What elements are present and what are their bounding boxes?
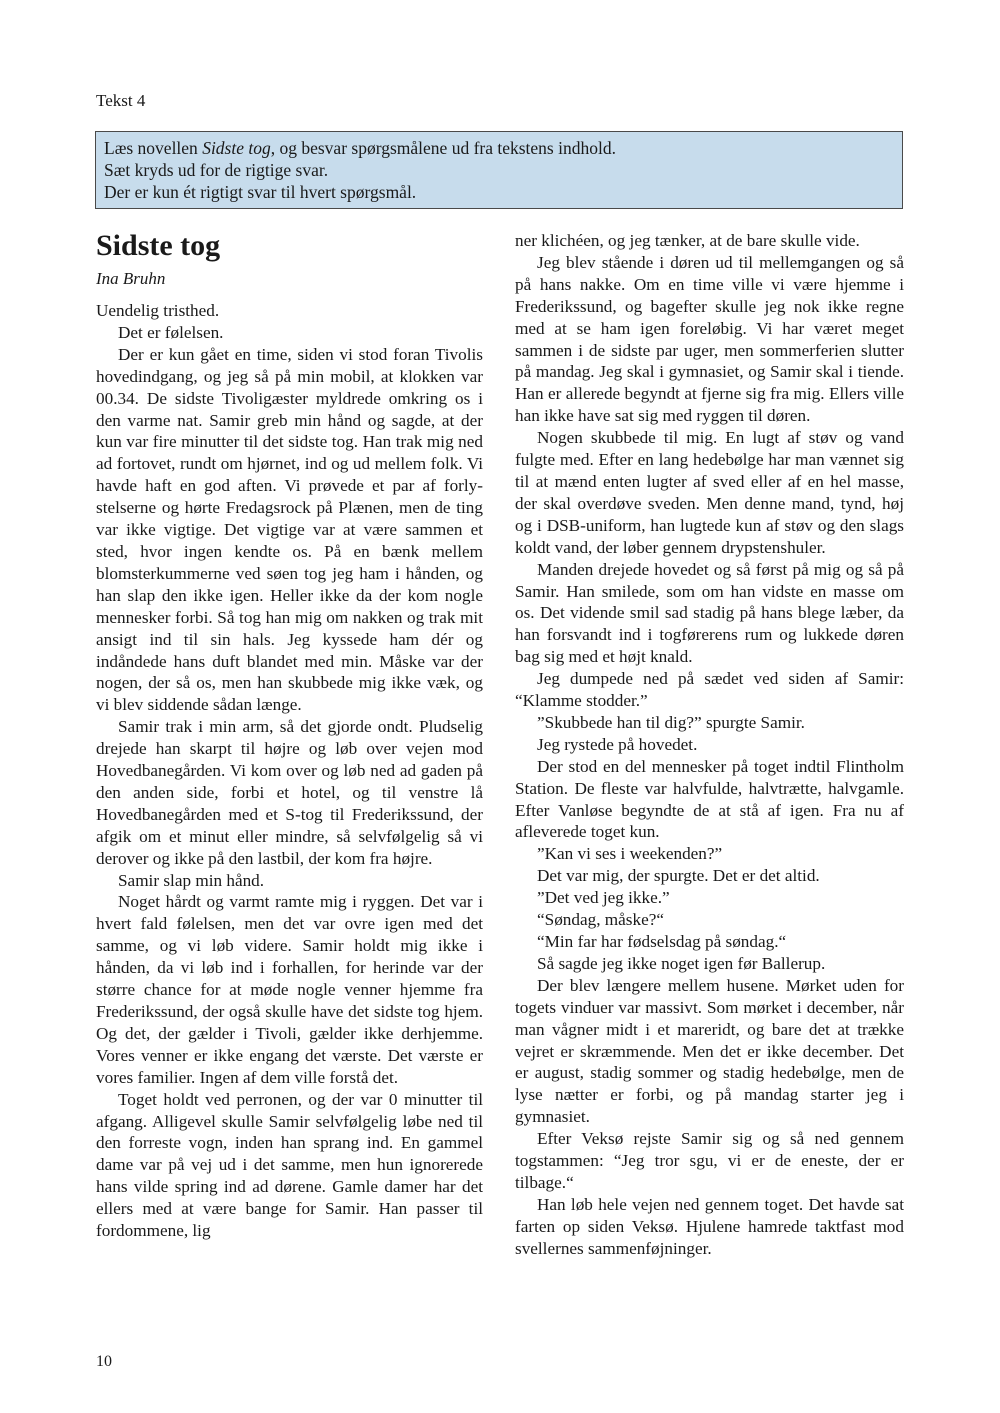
paragraph: ”Det ved jeg ikke.”: [537, 888, 670, 908]
instruction-line-2: Sæt kryds ud for de rigtige svar.: [104, 160, 329, 180]
story-left-column: [96, 228, 483, 1242]
paragraph: Noget hårdt og varmt ramte mig i ryggen. Det var i hvert fald følelsen, men det var ovre igen med det samme, og vi løb videre. Samir holdt mig ikke i hånden, da vi løb ind i forhallen, for herinde var der større chance for at møde nogle venner hjemme fra Frederikssund, der også skulle have det sidste tog hjem. Og det, der gælder i Tivoli, gælder ikke derhjemme. Vores venner er ikke engang det værste. Det værste er vores familier. Ingen af dem ville forstå det.: [96, 892, 483, 1087]
paragraph: ner klichéen, og jeg tænker, at de bare skulle vide.: [515, 231, 860, 250]
paragraph: Der er kun gået en time, siden vi stod foran Tivolis hovedindgang, og jeg så på min mobil, at klokken var 00.34. De sidste Tivoligæster myldrede omkring os i den varme nat. Samir greb min hånd og sagde, at der kun var fire minutter til det sidste tog. Han trak mig ned ad fortovet, rundt om hjørnet, ind og ud mellem folk. Vi havde haft en god aften. Vi prøvede et par af forlystelserne og hørte Fredagsrock på Plænen, men de ting var ikke vigtige. Det vigtige var at være sammen et sted, hvor ingen kendte os. På en bænk mellem blomsterkummerne ved søen tog jeg ham i hånden, og han slap den ikke igen. Heller ikke da der kom nogle mennesker forbi. Så tog han mig om nakken og trak mit ansigt ind til sin hals. Jeg kyssede ham dér og indåndede hans duft blandet med min. Måske var der nogen, der så os, men han skubbede mig ikke væk, og vi blev siddende sådan længe.: [96, 344, 483, 715]
paragraph: Manden drejede hovedet og så først på mig og så på Samir. Han smilede, som om han vidste en masse om os. Det vidende smil sad stadig på hans blege læber, da han forsvandt ind i togførerens rum og lukkede døren bag sig med et højt knald.: [515, 559, 904, 667]
paragraph: “Søndag, måske?“: [537, 910, 664, 930]
story-title: Sidste tog: [96, 229, 221, 262]
page-number: 10: [96, 1353, 112, 1370]
paragraph: Toget holdt ved perronen, og der var 0 minutter til afgang. Alligevel skulle Samir selvfølgelig løbe ned til den forreste vogn, inden han sprang ind. En gammel dame var på vej ud i det samme, men hun ignorerede hans vilde spring ind ad dørene. Gamle damer har det ellers med at være bange for Samir. Han passer til fordommene, lig: [96, 1089, 483, 1241]
paragraph: Så sagde jeg ikke noget igen før Ballerup.: [537, 953, 826, 973]
paragraph: Uendelig tristhed.: [96, 301, 220, 320]
paragraph: ”Kan vi ses i weekenden?”: [537, 844, 723, 864]
paragraph: Jeg blev stående i døren ud til mellemgangen og så på hans nakke. Om en time ville vi være hjemme i Frederikssund, og bagefter skulle jeg nok ikke regne med at se ham igen foreløbig. Vi har været meget sammen i de sidste par uger, men sommerferien slutter på mandag. Jeg skal i gymnasiet, og Samir skal i tiende. Han er allerede begyndt at fjerne sig fra mig. Ellers ville han ikke have sat sig med ryggen til døren.: [515, 252, 904, 426]
story-right-column: [515, 230, 904, 1260]
paragraph: Der blev længere mellem husene. Mørket uden for togets vinduer var massivt. Som mørket i december, når man vågner midt i et mareridt, og bare det at trække vejret er skræmmende. Men det er ikke december. Det er august, stadig sommer og stadig hedebølge, men de lyse nætter er forbi, og på mandag starter jeg i gymnasiet.: [515, 975, 904, 1127]
paragraph: Der stod en del mennesker på toget indtil Flintholm Station. De fleste var halvfulde, halvtrætte, halvgamle. Efter Vanløse begyndte de at stå af igen. Fra nu af afleverede toget kun.: [515, 756, 904, 842]
paragraph: Samir slap min hånd.: [118, 870, 265, 890]
paragraph: Jeg rystede på hovedet.: [537, 734, 698, 754]
paragraph: Det var mig, der spurgte. Det er det altid.: [537, 866, 820, 886]
paragraph: Det er følelsen.: [118, 322, 224, 342]
paragraph: Han løb hele vejen ned gennem toget. Det havde sat farten op siden Veksø. Hjulene hamrede taktfast mod svellernes sammenføjninger.: [515, 1194, 904, 1258]
paragraph: Nogen skubbede til mig. En lugt af støv og vand fulgte med. Efter en lang hedebølge har man vænnet sig til at mænd enten lugter af sved eller af en hel masse, der skal overdøve sveden. Men denne mand, tynd, høj og i DSB-uniform, han lugtede kun af støv og den slags koldt vand, der løber gennem drypstenshuler.: [515, 428, 904, 557]
instruction-story-title: Sidste tog: [202, 138, 271, 158]
paragraph: “Min far har fødselsdag på søndag.“: [537, 932, 787, 951]
instruction-box: [95, 131, 903, 209]
section-label: Tekst 4: [96, 91, 146, 110]
paragraph: ”Skubbede han til dig?” spurgte Samir.: [537, 712, 805, 732]
paragraph: Jeg dumpede ned på sædet ved siden af Samir: “Klamme stodder.”: [515, 669, 904, 711]
instruction-line-3: Der er kun ét rigtigt svar til hvert spørgsmål.: [104, 182, 417, 202]
paragraph: Samir trak i min arm, så det gjorde ondt. Pludselig drejede han skarpt til højre og løb over vejen mod Hovedbanegården. Vi kom over og løb ned ad gaden på den anden side, forbi et hotel, og til venstre lå Hovedbanegården med et S-tog til Frederikssund, der afgik om et minut eller mindre, så selvfølgelig så vi derover og ikke på den lastbil, der kom fra højre.: [96, 717, 483, 868]
paragraph: Efter Veksø rejste Samir sig og så ned gennem togstammen: “Jeg tror sgu, vi er de eneste, der er tilbage.“: [515, 1129, 904, 1192]
story-author: Ina Bruhn: [96, 269, 166, 288]
instruction-line-1: Læs novellen Sidste tog, og besvar spørgsmålene ud fra tekstens indhold.: [104, 138, 616, 158]
